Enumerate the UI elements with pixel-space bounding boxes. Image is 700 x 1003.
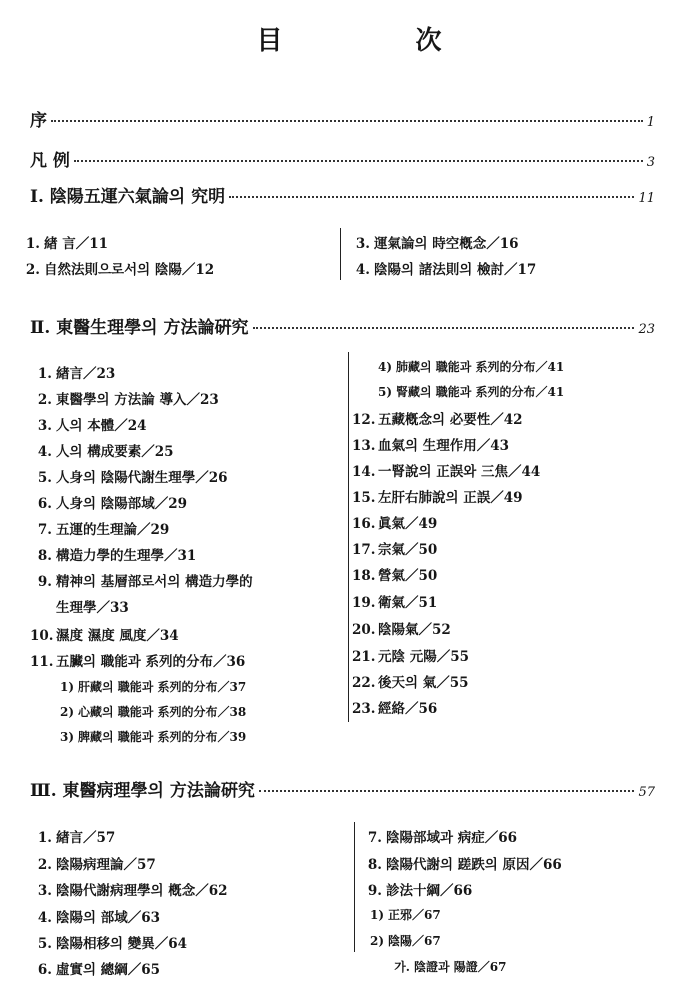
section-1-label: Ⅰ. 陰陽五運六氣論의 究明	[30, 187, 226, 207]
toc-entry: 5. 人身의 陰陽代謝生理學／26	[37, 470, 228, 486]
toc-entry: 2. 自然法則으로서의 陰陽／12	[25, 262, 215, 278]
toc-entry: 3. 人의 本體／24	[37, 418, 147, 434]
toc-entry: 4. 陰陽의 諸法則의 檢討／17	[355, 262, 537, 278]
toc-entry: 18. 營氣／50	[352, 568, 438, 584]
toc-entry: 23. 經絡／56	[352, 701, 438, 717]
toc-entry: 8. 陰陽代謝의 蹉跌의 原因／66	[367, 857, 562, 873]
toc-subentry: 2) 心藏의 職能과 系列的分布／38	[59, 705, 247, 719]
toc-entry: 13. 血氣의 生理作用／43	[352, 438, 510, 454]
toc-entry: 16. 眞氣／49	[352, 516, 438, 532]
toc-entry: 4. 陰陽의 部域／63	[37, 910, 161, 926]
toc-subentry: 2) 陰陽／67	[369, 934, 441, 948]
toc-section-3	[30, 776, 655, 801]
toc-entry: 1. 緖言／23	[37, 366, 116, 382]
page-title: 目 次	[256, 26, 504, 56]
toc-entry: 1. 緖 言／11	[25, 236, 108, 252]
toc-entry: 9. 診法十綱／66	[367, 883, 473, 899]
toc-subentry: 4) 肺藏의 職能과 系列的分布／41	[377, 360, 565, 374]
toc-entry: 3. 運氣論의 時空槪念／16	[355, 236, 519, 252]
column-divider	[340, 228, 341, 280]
toc-entry: 15. 左肝右肺說의 正誤／49	[352, 490, 523, 506]
dot-leader	[259, 790, 635, 792]
toc-subentry: 가. 陰證과 陽證／67	[394, 960, 507, 974]
column-divider	[348, 352, 349, 722]
toc-entry: 10. 濕度 濕度 風度／34	[30, 628, 179, 644]
section-3-page: 57	[638, 785, 655, 800]
column-divider	[354, 822, 355, 952]
toc-entry: 17. 宗氣／50	[352, 542, 438, 558]
toc-entry: 生理學／33	[56, 600, 129, 616]
toc-notes-page: 3	[646, 155, 655, 170]
toc-entry: 20. 陰陽氣／52	[352, 622, 451, 638]
toc-notes	[30, 146, 655, 171]
toc-section-2	[30, 313, 655, 338]
toc-subentry: 1) 肝藏의 職能과 系列的分布／37	[59, 680, 247, 694]
section-2-label: Ⅱ. 東醫生理學의 方法論硏究	[30, 318, 249, 338]
dot-leader	[229, 196, 634, 198]
toc-entry: 7. 五運的生理論／29	[37, 522, 170, 538]
toc-preface-label: 序	[30, 111, 47, 131]
toc-entry: 7. 陰陽部域과 病症／66	[367, 830, 518, 846]
toc-entry: 4. 人의 構成要素／25	[37, 444, 174, 460]
section-3-label: Ⅲ. 東醫病理學의 方法論硏究	[30, 781, 255, 801]
toc-section-1	[30, 182, 655, 207]
toc-entry: 8. 構造力學的生理學／31	[37, 548, 197, 564]
dot-leader	[74, 160, 643, 162]
section-2-page: 23	[638, 322, 655, 337]
toc-notes-label: 凡 例	[30, 151, 70, 171]
toc-entry: 19. 衛氣／51	[352, 595, 438, 611]
toc-entry: 3. 陰陽代謝病理學의 槪念／62	[37, 883, 228, 899]
toc-preface-page: 1	[646, 115, 655, 130]
toc-entry: 2. 陰陽病理論／57	[37, 857, 156, 873]
section-1-page: 11	[638, 191, 655, 206]
toc-subentry: 5) 腎藏의 職能과 系列的分布／41	[377, 385, 565, 399]
toc-entry: 1. 緖言／57	[37, 830, 116, 846]
toc-entry: 5. 陰陽相移의 變異／64	[37, 936, 188, 952]
toc-entry: 6. 人身의 陰陽部域／29	[37, 496, 188, 512]
toc-entry: 9. 精神의 基層部로서의 構造力學的	[37, 574, 253, 590]
toc-preface	[30, 106, 655, 131]
toc-entry: 14. 一腎說의 正誤와 三焦／44	[352, 464, 541, 480]
dot-leader	[253, 327, 635, 329]
toc-subentry: 1) 正邪／67	[369, 908, 441, 922]
toc-entry: 11. 五臟의 職能과 系列的分布／36	[30, 654, 246, 670]
dot-leader	[51, 120, 643, 122]
toc-subentry: 3) 脾藏의 職能과 系列的分布／39	[59, 730, 247, 744]
toc-entry: 6. 虛實의 總綱／65	[37, 962, 161, 978]
toc-entry: 12. 五藏槪念의 必要性／42	[352, 412, 523, 428]
toc-entry: 2. 東醫學의 方法論 導入／23	[37, 392, 219, 408]
toc-entry: 21. 元陰 元陽／55	[352, 649, 469, 665]
toc-entry: 22. 後天의 氣／55	[352, 675, 469, 691]
